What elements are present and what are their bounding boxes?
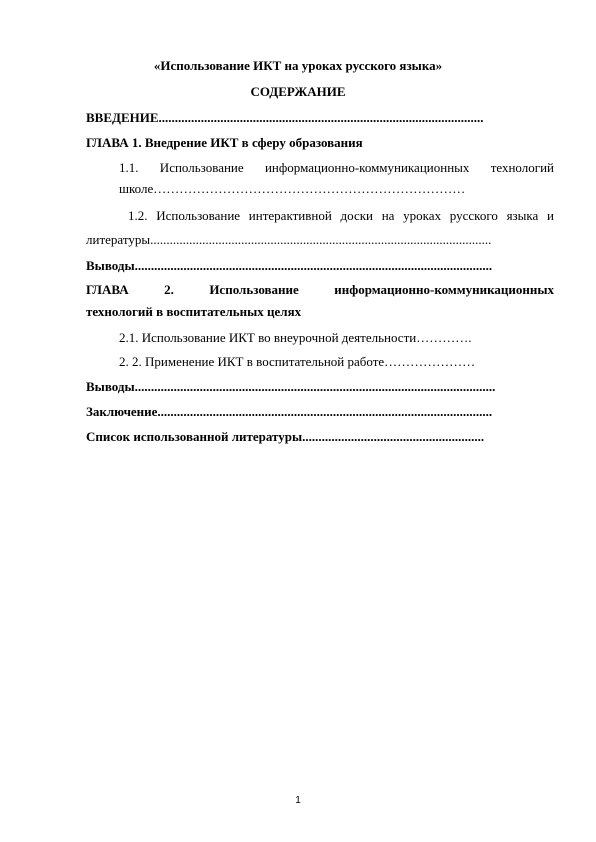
- toc-entry-1-1-line2: школе………………………………………………………………: [119, 181, 466, 196]
- toc-entry-2-2: 2. 2. Применение ИКТ в воспитательной работе…………………: [119, 354, 476, 369]
- toc-entry-2-1: 2.1. Использование ИКТ во внеурочной деятельности………….: [119, 330, 472, 345]
- toc-entry-1-2-line1: 1.2. Использование интерактивной доски на уроках русского языка и: [128, 208, 554, 223]
- page-number: 1: [295, 795, 301, 806]
- toc-entry-conclusions-1: Выводы..............................................................................................................: [86, 258, 493, 273]
- toc-entry-chapter2-line1: ГЛАВА 2. Использование информационно-коммуникационных: [86, 282, 554, 297]
- toc-entry-chapter2-line2: технологий в воспитательных целях: [86, 304, 302, 319]
- toc-entry-references: Список использованной литературы........................................................: [86, 429, 485, 444]
- toc-entry-intro: ВВЕДЕНИЕ....................................................................................................: [86, 110, 484, 125]
- toc-entry-chapter1: ГЛАВА 1. Внедрение ИКТ в сферу образования: [86, 135, 363, 150]
- toc-entry-summary: Заключение.......................................................................................................: [86, 404, 493, 419]
- toc-entry-conclusions-2: Выводы...............................................................................................................: [86, 379, 496, 394]
- toc-entry-1-2-line2: литературы.........................................................................................................: [86, 232, 492, 247]
- contents-heading: СОДЕРЖАНИЕ: [250, 84, 346, 99]
- toc-entry-1-1-line1: 1.1. Использование информационно-коммуникационных технологий: [119, 160, 554, 175]
- document-title: «Использование ИКТ на уроках русского языка»: [153, 58, 443, 73]
